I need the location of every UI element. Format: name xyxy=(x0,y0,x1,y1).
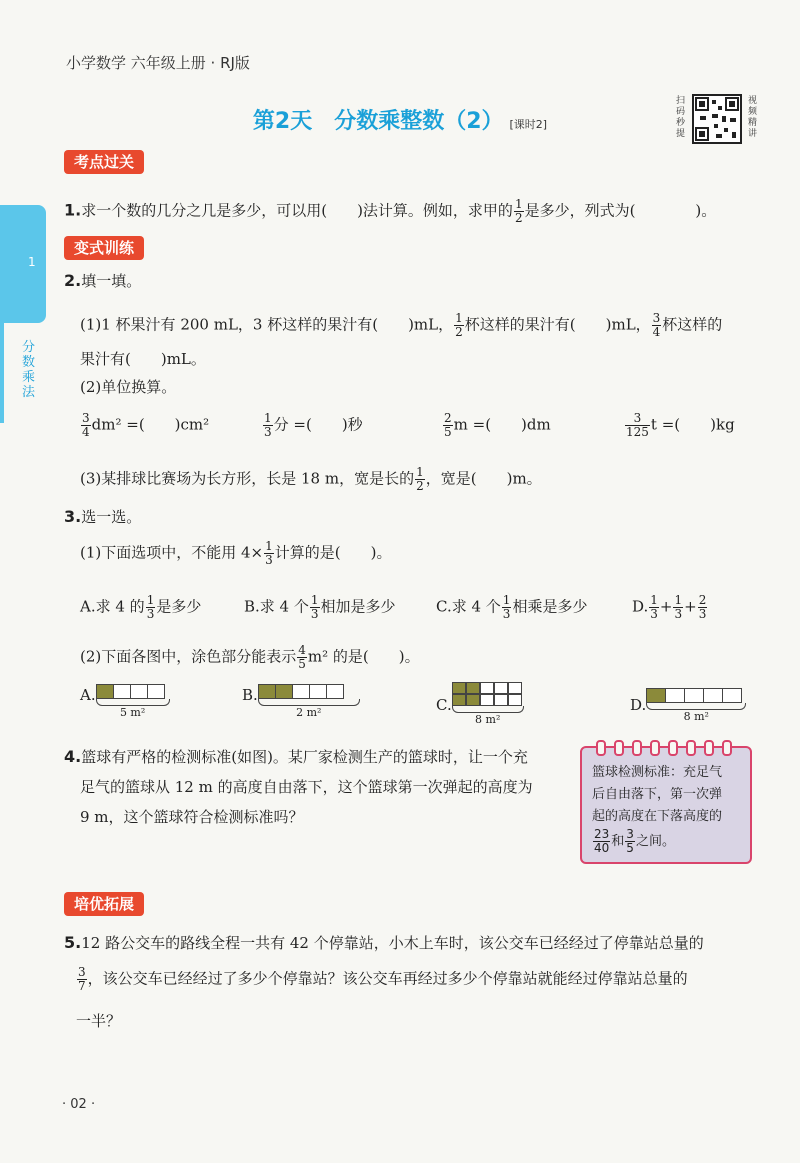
lesson-tag: [课时2] xyxy=(509,118,548,131)
question-3-part-1: (1)下面选项中，不能用 4× $\frac{1}{3}$ 计算的是( )。 xyxy=(80,539,392,567)
area-bar xyxy=(96,684,170,699)
section-heading-2: 变式训练 xyxy=(64,236,144,260)
figure-option-a[interactable]: A. 5 m² xyxy=(80,684,170,719)
figure-option-c[interactable]: C. 8 m² xyxy=(436,682,524,726)
question-4: 4.篮球有严格的检测标准(如图)。某厂家检测生产的篮球时，让一个充 足气的篮球从 12 m 的高度自由落下，这个篮球第一次弹起的高度为 9 m，这个篮球符合检测标准吗？ xyxy=(64,747,533,826)
unit-item-4: $\frac{3}{125}$ t =( )kg xyxy=(626,411,735,439)
area-grid xyxy=(452,682,524,706)
question-2-title: 2.填一填。 xyxy=(64,271,142,290)
question-5-cont: $\frac{3}{7}$ ，该公交车已经经过了多少个停靠站？该公交车再经过多少个停靠站就能经过停靠站总量的 xyxy=(78,965,688,993)
chapter-tab xyxy=(0,205,46,323)
qr-left-label: 扫码秒提 xyxy=(676,96,686,139)
qr-code-icon[interactable] xyxy=(692,94,742,144)
qr-right-label: 视频精讲 xyxy=(748,96,758,139)
figure-option-b[interactable]: B. 2 m² xyxy=(242,684,360,719)
unit-item-2: $\frac{1}{3}$ 分 =( )秒 xyxy=(264,411,363,439)
question-5-cont-2: 一半？ xyxy=(76,1012,122,1030)
chapter-number: 1 xyxy=(28,255,36,269)
fraction: $\frac{1}{2}$ xyxy=(455,311,463,339)
question-2-part-3: (3)某排球比赛场为长方形，长是 18 m，宽是长的 $\frac{1}{2}$ ，宽是( )m。 xyxy=(80,465,542,493)
section-heading-3: 培优拓展 xyxy=(64,892,144,916)
section-heading-1: 考点过关 xyxy=(64,150,144,174)
question-2-part-2: (2)单位换算。 xyxy=(80,378,177,396)
option-b[interactable]: B.求 4 个 $\frac{1}{3}$ 相加是多少 xyxy=(244,593,396,621)
option-d[interactable]: D. $\frac{1}{3}$ + $\frac{1}{3}$ + $\frac{2}{3}$ xyxy=(632,593,707,621)
question-3-part-2: (2)下面各图中，涂色部分能表示 $\frac{4}{5}$ m² 的是( )。 xyxy=(80,643,420,671)
standard-note-card: 篮球检测标准：充足气 后自由落下，第一次弹 起的高度在下落高度的 $\frac{23}{40}$ 和 $\frac{3}{5}$ 之间。 xyxy=(580,746,752,864)
title-main: 第2天 分数乘整数（2） xyxy=(252,109,504,134)
option-c[interactable]: C.求 4 个 $\frac{1}{3}$ 相乘是多少 xyxy=(436,593,588,621)
figure-option-d[interactable]: D. 8 m² xyxy=(630,688,746,723)
page-number: · 02 · xyxy=(62,1097,96,1112)
question-2-part-1: (1)1 杯果汁有 200 mL，3 杯这样的果汁有( )mL， $\frac{1}{2}$ 杯这样的果汁有( )mL， $\frac{3}{4}$ 杯这样的 xyxy=(80,311,723,339)
option-a[interactable]: A.求 4 的 $\frac{1}{3}$ 是多少 xyxy=(80,593,202,621)
fraction: $\frac{1}{2}$ xyxy=(514,197,523,225)
book-header: 小学数学 六年级上册 · RJ版 xyxy=(66,54,250,72)
chapter-tab-line xyxy=(0,323,4,423)
question-5: 5.12 路公交车的路线全程一共有 42 个停靠站，小木上车时，该公交车已经经过了停靠站总量的 xyxy=(64,933,704,952)
area-bar xyxy=(258,684,360,699)
chapter-name: 分数乘法 xyxy=(22,340,36,400)
unit-item-3: $\frac{2}{5}$ m =( )dm xyxy=(444,411,551,439)
unit-item-1: $\frac{3}{4}$ dm² =( )cm² xyxy=(82,411,210,439)
question-1: 1.求一个数的几分之几是多少，可以用( )法计算。例如，求甲的 $\frac{1}{2}$ 是多少，列式为( )。 xyxy=(64,197,717,225)
area-bar xyxy=(646,688,746,703)
question-2-part-1-cont: 果汁有( )mL。 xyxy=(80,350,206,368)
fraction: $\frac{3}{4}$ xyxy=(652,311,661,339)
question-3-title: 3.选一选。 xyxy=(64,507,142,526)
